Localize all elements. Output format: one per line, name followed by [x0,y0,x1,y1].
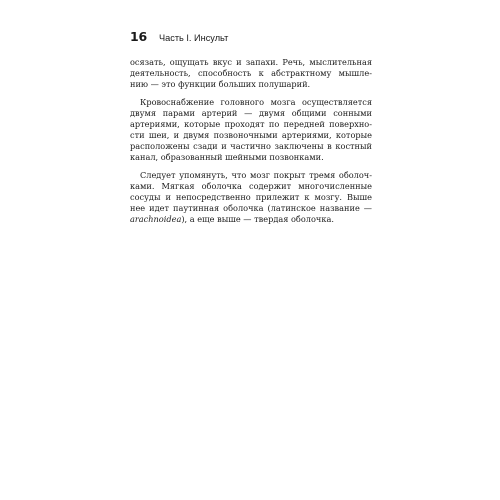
part-title: Часть I. Инсульт [159,33,229,43]
text-line: ками. Мягкая оболочка содержит многочисленные [130,181,372,192]
text-line: артериями, которые проходят по передней поверхно- [130,119,372,130]
text-line: Кровоснабжение головного мозга осуществляется [140,96,372,107]
text-line: деятельность, способность к абстрактному мышле- [130,68,372,79]
latin-term: arachnoidea [130,214,182,225]
page-number: 16 [130,29,147,44]
text-line: расположены сзади и частично заключены в костный [130,141,372,152]
text-line: Следует упомянуть, что мозг покрыт тремя оболоч- [140,170,372,181]
paragraph-2 [130,97,372,164]
text-line: нию — это функции больших полушарий. [130,79,311,90]
text-line: двумя парами артерий — двумя общими сонными [130,107,372,118]
running-head [130,29,370,45]
paragraph-3 [130,170,372,225]
text-line-final [130,214,372,225]
text-line: сосуды и непосредственно прилежит к мозгу. Выше [130,192,372,203]
text-fragment: ), а еще выше — твердая оболочка. [181,214,334,225]
text-line: сти шеи, и двумя позвоночными артериями, которые [130,130,372,141]
text-line: нее идет паутинная оболочка (латинское название — [130,203,372,214]
body-text [130,57,372,226]
text-line: канал, образованный шейными позвонками. [130,152,324,163]
paragraph-1 [130,57,372,90]
text-line: осязать, ощущать вкус и запахи. Речь, мыслительная [130,57,372,67]
